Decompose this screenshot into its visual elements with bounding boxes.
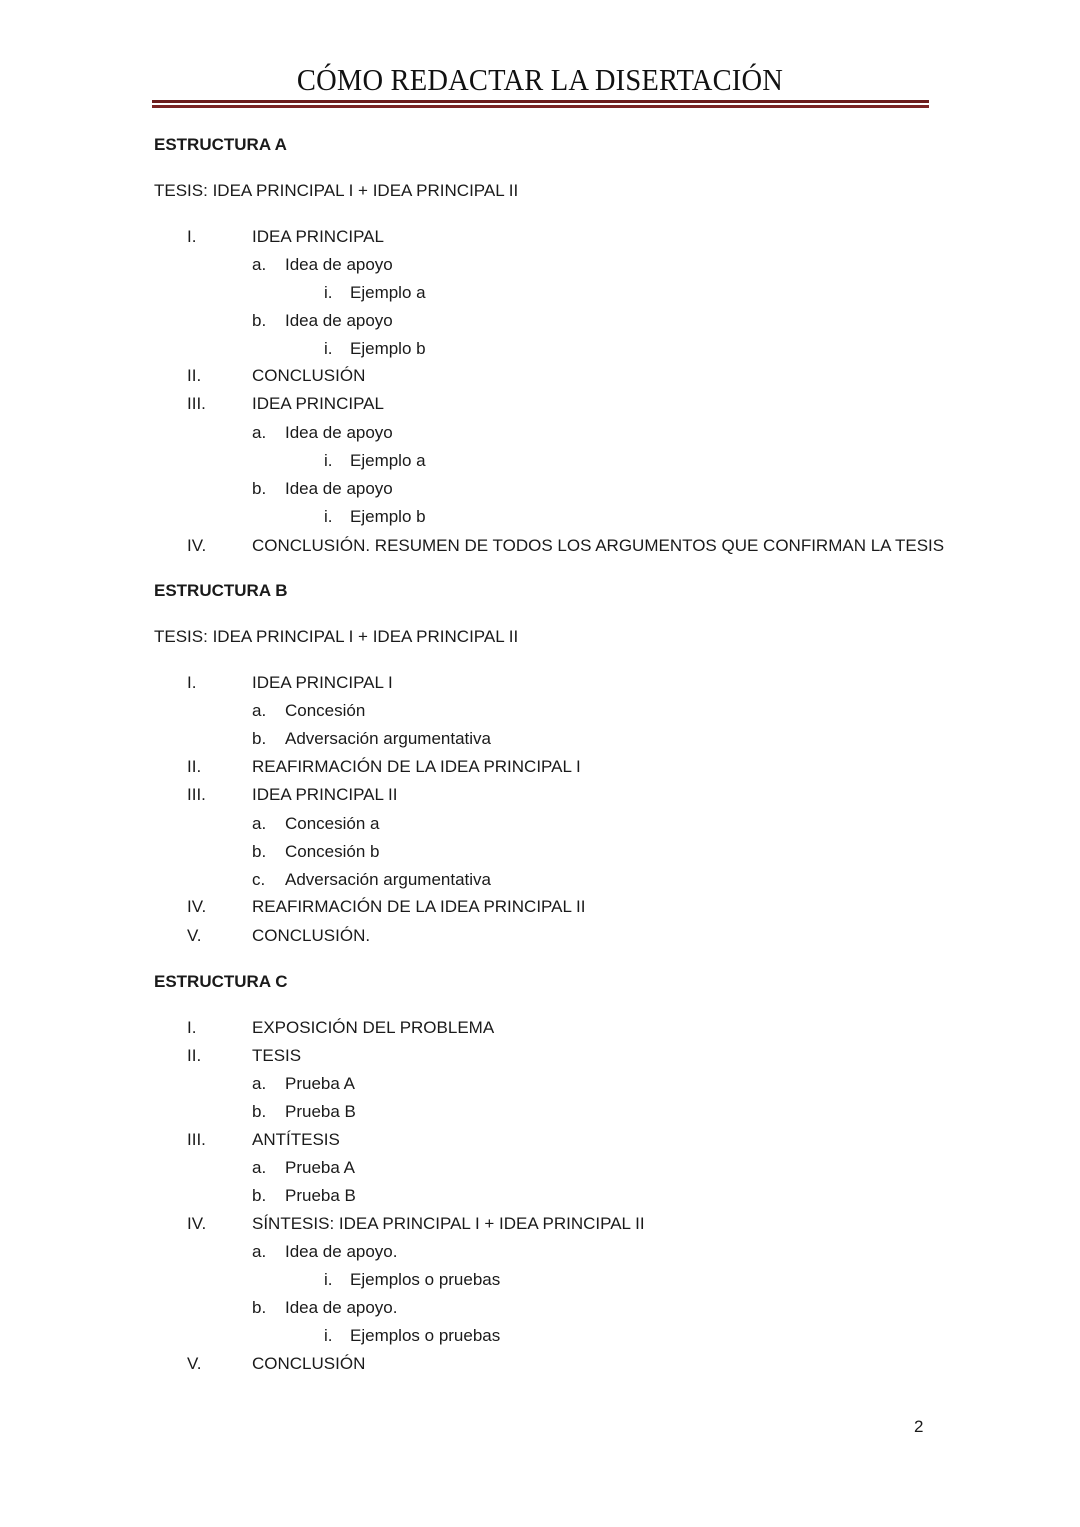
outline-marker: b. [252,842,267,861]
outline-item-text: IDEA PRINCIPAL [252,227,384,246]
outline-item-text: Idea de apoyo [285,255,393,274]
outline-item-text: Ejemplo b [350,339,426,358]
outline-marker: III. [187,1130,206,1149]
page-number: 2 [914,1417,924,1436]
title-rule [152,100,929,111]
outline-item-text: Concesión [285,701,366,720]
outline-item-text: CONCLUSIÓN. [252,926,371,945]
section-heading: ESTRUCTURA B [154,581,288,600]
outline-item-text: Idea de apoyo [285,311,393,330]
outline-item-text: CONCLUSIÓN [252,366,366,385]
outline-marker: I. [187,673,197,692]
outline-marker: a. [252,1158,267,1177]
outline-marker: a. [252,1242,267,1261]
outline-item-text: IDEA PRINCIPAL I [252,673,393,692]
outline-marker: IV. [187,536,207,555]
outline-marker: b. [252,1186,267,1205]
outline-marker: a. [252,255,267,274]
section-heading: ESTRUCTURA C [154,972,288,991]
page-title: CÓMO REDACTAR LA DISERTACIÓN [296,62,784,97]
outline-item-text: IDEA PRINCIPAL [252,394,384,413]
outline-marker: V. [187,1354,202,1373]
outline-marker: IV. [187,897,207,916]
outline-marker: II. [187,1046,202,1065]
outline-item-text: Ejemplos o pruebas [350,1326,501,1345]
outline-marker: c. [252,870,266,889]
outline-item-text: Prueba A [285,1074,355,1093]
outline-marker: a. [252,701,267,720]
outline-item-text: CONCLUSIÓN. RESUMEN DE TODOS LOS ARGUMENTOS QUE CONFIRMAN LA TESIS [252,536,945,555]
outline-item-text: Idea de apoyo. [285,1298,398,1317]
outline-marker: III. [187,394,206,413]
outline-marker: i. [324,451,333,470]
outline-item-text: Prueba A [285,1158,355,1177]
outline-marker: I. [187,227,197,246]
outline-marker: I. [187,1018,197,1037]
outline-item-text: Adversación argumentativa [285,870,492,889]
outline-item-text: Concesión a [285,814,380,833]
outline-item-text: Adversación argumentativa [285,729,492,748]
outline-item-text: REAFIRMACIÓN DE LA IDEA PRINCIPAL I [252,757,581,776]
outline-item-text: Ejemplos o pruebas [350,1270,501,1289]
outline-marker: V. [187,926,202,945]
outline-item-text: REAFIRMACIÓN DE LA IDEA PRINCIPAL II [252,897,586,916]
outline-item-text: EXPOSICIÓN DEL PROBLEMA [252,1018,495,1037]
section-heading: ESTRUCTURA A [154,135,287,154]
outline-marker: a. [252,423,267,442]
outline-marker: b. [252,1298,267,1317]
outline-item-text: Idea de apoyo. [285,1242,398,1261]
outline-marker: IV. [187,1214,207,1233]
outline-marker: i. [324,1326,333,1345]
outline-marker: II. [187,366,202,385]
outline-marker: II. [187,757,202,776]
outline-marker: b. [252,311,267,330]
outline-item-text: Ejemplo b [350,507,426,526]
outline-item-text: Idea de apoyo [285,423,393,442]
outline-marker: a. [252,1074,267,1093]
outline-item-text: Idea de apoyo [285,479,393,498]
outline-item-text: CONCLUSIÓN [252,1354,366,1373]
outline-item-text: TESIS [252,1046,302,1065]
thesis-line: TESIS: IDEA PRINCIPAL I + IDEA PRINCIPAL II [154,627,519,646]
outline-item-text: Prueba B [285,1186,356,1205]
outline-marker: III. [187,785,206,804]
outline-marker: b. [252,1102,267,1121]
outline-marker: i. [324,507,333,526]
outline-item-text: ANTÍTESIS [252,1130,340,1149]
outline-marker: i. [324,283,333,302]
outline-item-text: IDEA PRINCIPAL II [252,785,398,804]
outline-item-text: Prueba B [285,1102,356,1121]
outline-marker: b. [252,479,267,498]
outline-marker: i. [324,339,333,358]
thesis-line: TESIS: IDEA PRINCIPAL I + IDEA PRINCIPAL II [154,181,519,200]
outline-marker: a. [252,814,267,833]
outline-item-text: Ejemplo a [350,283,426,302]
outline-marker: i. [324,1270,333,1289]
outline-item-text: Concesión b [285,842,380,861]
outline-item-text: Ejemplo a [350,451,426,470]
outline-marker: b. [252,729,267,748]
outline-item-text: SÍNTESIS: IDEA PRINCIPAL I + IDEA PRINCIPAL II [252,1214,645,1233]
